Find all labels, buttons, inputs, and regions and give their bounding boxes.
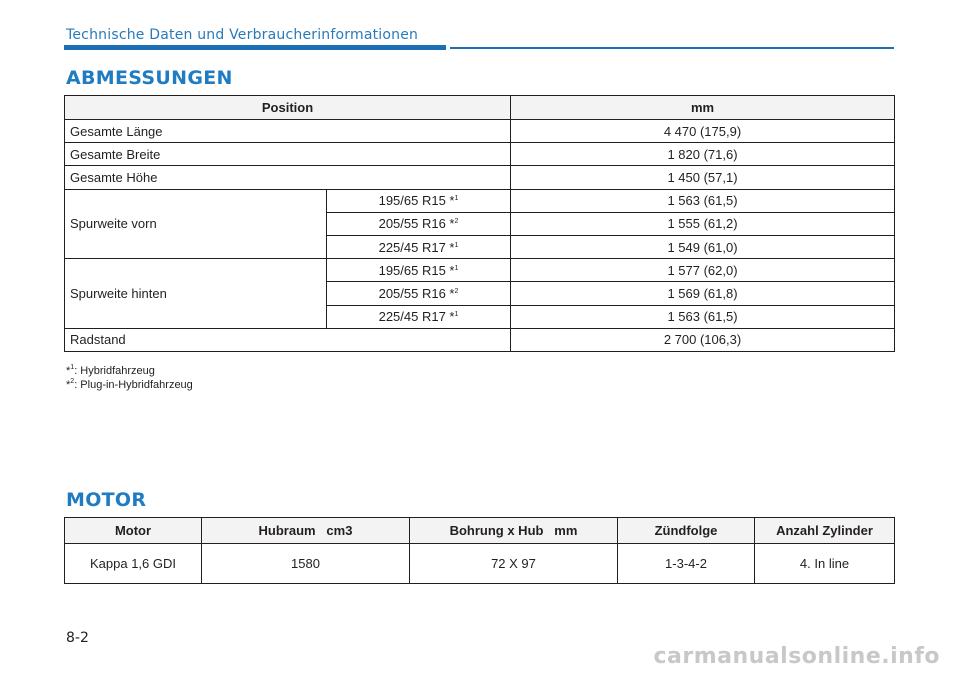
group-label-front-track: Spurweite vorn	[65, 189, 327, 259]
engine-cylinders: 4. In line	[755, 544, 895, 584]
table-row	[65, 259, 895, 282]
table-row	[65, 328, 895, 351]
header-rule-thin	[450, 47, 894, 49]
row-value: 2 700 (106,3)	[511, 328, 895, 351]
row-label: Radstand	[65, 328, 511, 351]
row-value: 1 555 (61,2)	[511, 212, 895, 235]
table-row	[65, 544, 895, 584]
table-row	[65, 189, 895, 212]
table-row	[65, 120, 895, 143]
dimensions-table	[64, 95, 895, 352]
row-value: 1 820 (71,6)	[511, 143, 895, 166]
dimensions-title: ABMESSUNGEN	[66, 67, 233, 89]
position-header: Position	[65, 96, 511, 120]
row-value: 4 470 (175,9)	[511, 120, 895, 143]
row-value: 1 563 (61,5)	[511, 189, 895, 212]
engine-bore-stroke: 72 X 97	[410, 544, 618, 584]
table-row	[65, 166, 895, 189]
watermark: carmanualsonline.info	[653, 644, 940, 669]
row-value: 1 450 (57,1)	[511, 166, 895, 189]
engine-header-cylinders: Anzahl Zylinder	[755, 518, 895, 544]
tire-size: 205/55 R16 *$^2$	[327, 212, 511, 235]
engine-header-displacement: Hubraum cm3	[202, 518, 410, 544]
header-rule-thick	[64, 45, 446, 50]
tire-size: 205/55 R16 *$^2$	[327, 282, 511, 305]
row-label: Gesamte Länge	[65, 120, 511, 143]
table-row	[65, 143, 895, 166]
table-header-row	[65, 518, 895, 544]
tire-size: 195/65 R15 *$^1$	[327, 259, 511, 282]
page-number: 8-2	[66, 630, 89, 646]
tire-size: 225/45 R17 *$^1$	[327, 235, 511, 258]
unit-header: mm	[511, 96, 895, 120]
row-label: Gesamte Breite	[65, 143, 511, 166]
group-label-rear-track: Spurweite hinten	[65, 259, 327, 329]
footnote-2: *$^2$: Plug-in-Hybridfahrzeug	[66, 378, 193, 391]
engine-table	[64, 517, 895, 584]
tire-size: 195/65 R15 *$^1$	[327, 189, 511, 212]
tire-size: 225/45 R17 *$^1$	[327, 305, 511, 328]
row-value: 1 577 (62,0)	[511, 259, 895, 282]
row-value: 1 569 (61,8)	[511, 282, 895, 305]
footnote-1: *$^1$: Hybridfahrzeug	[66, 364, 155, 377]
section-header-title: Technische Daten und Verbraucherinformationen	[66, 27, 419, 43]
engine-header-motor: Motor	[65, 518, 202, 544]
engine-displacement: 1580	[202, 544, 410, 584]
table-header-row	[65, 96, 895, 120]
row-value: 1 563 (61,5)	[511, 305, 895, 328]
engine-header-firing-order: Zündfolge	[618, 518, 755, 544]
engine-title: MOTOR	[66, 489, 147, 511]
engine-firing-order: 1-3-4-2	[618, 544, 755, 584]
engine-header-bore-stroke: Bohrung x Hub mm	[410, 518, 618, 544]
row-label: Gesamte Höhe	[65, 166, 511, 189]
row-value: 1 549 (61,0)	[511, 235, 895, 258]
engine-motor: Kappa 1,6 GDI	[65, 544, 202, 584]
